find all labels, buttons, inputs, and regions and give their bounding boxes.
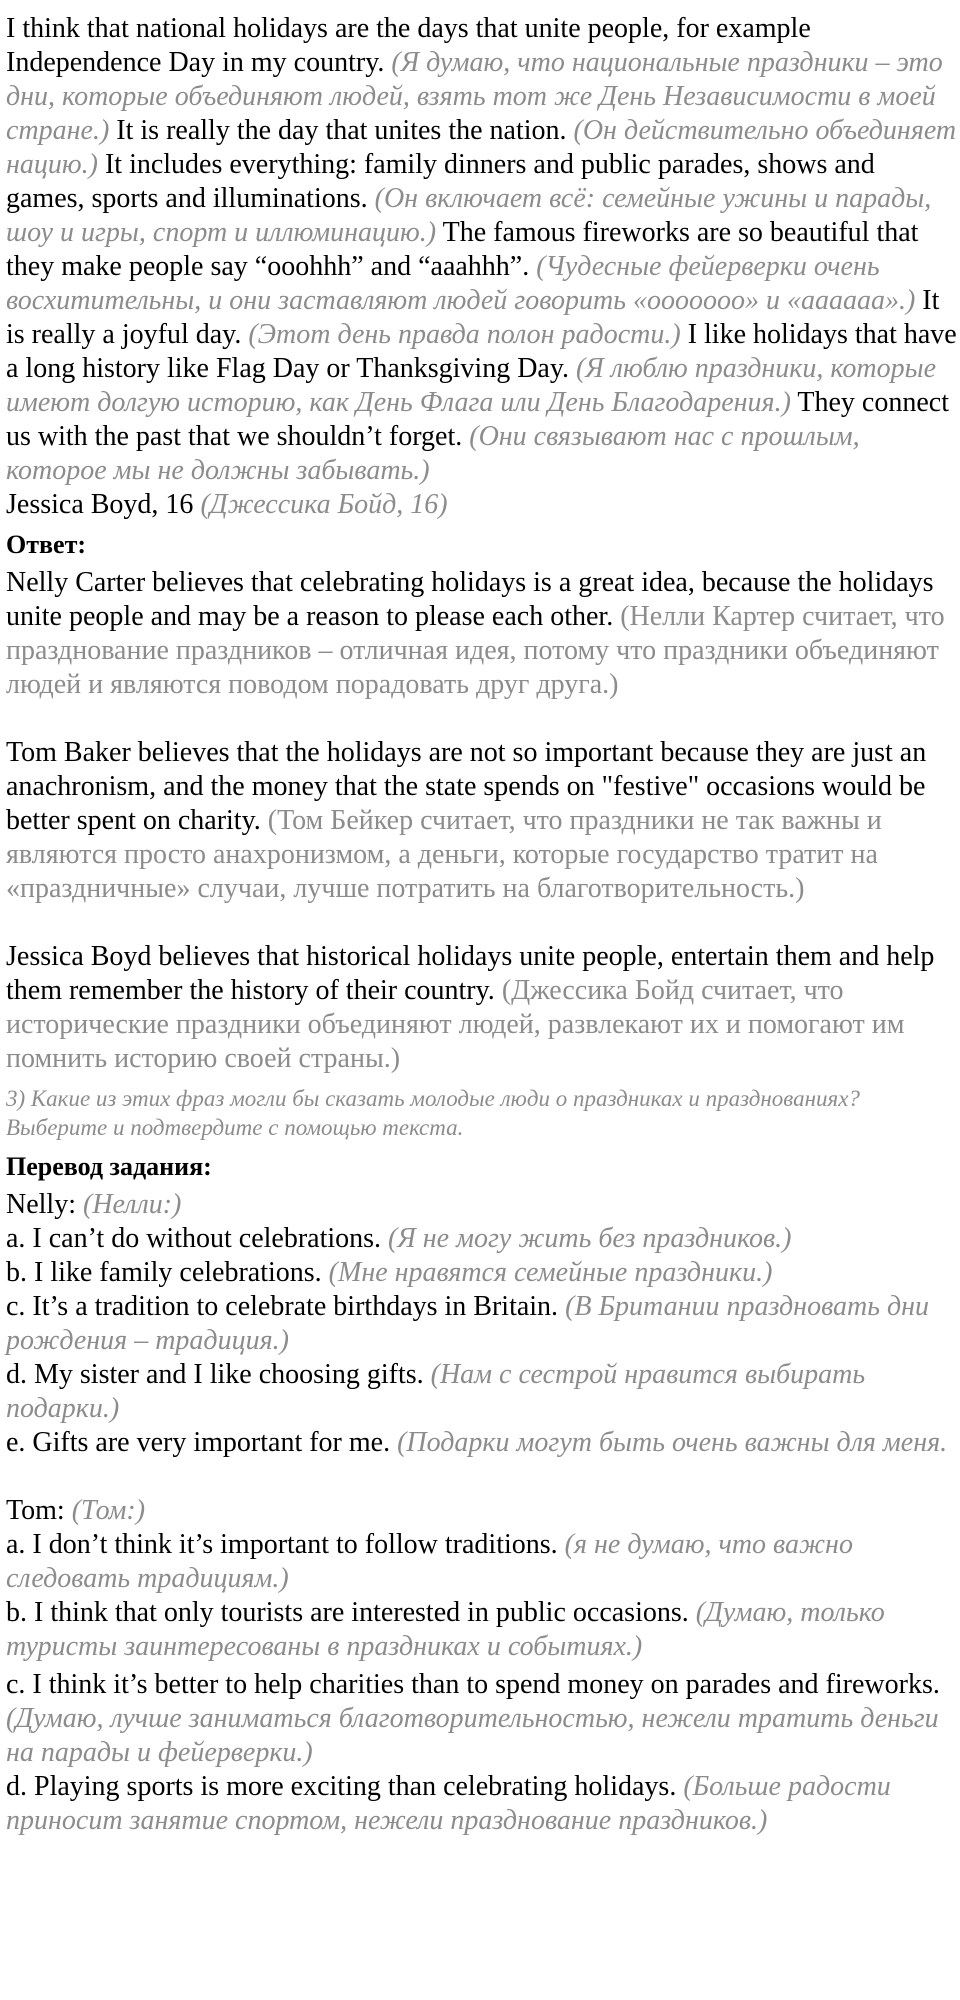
phrase-text: b. I like family celebrations. [6,1257,322,1288]
intro-translation: (Они связывают нас с прошлым, которое мы не должны забывать.) [6,421,860,486]
phrase-translation: (Мне нравятся семейные праздники.) [328,1257,773,1288]
intro-sentence: It is really the day that unites the nation. [116,115,567,146]
phrase-text: a. I can’t do without celebrations. [6,1223,382,1254]
intro-paragraph [6,12,960,488]
phrase-translation: (В Британии праздновать дни рождения – традиция.) [6,1291,930,1356]
phrase-text: d. My sister and I like choosing gifts. [6,1359,424,1390]
phrase-translation: (Больше радости приносит занятие спортом, нежели празднование праздников.) [6,1771,891,1836]
intro-sentence: It is really a joyful day. [6,285,940,350]
intro-sentence: It includes everything: family dinners and public parades, shows and games, sports and illuminations. [6,149,875,214]
intro-sentence: I like holidays that have a long history like Flag Day or Thanksgiving Day. [6,319,957,384]
phrase-text: c. I think it’s better to help charities than to spend money on parades and fireworks. [6,1669,940,1700]
list-item [6,1290,960,1358]
phrase-text: e. Gifts are very important for me. [6,1427,391,1458]
author-name: Jessica Boyd, 16 [6,489,194,520]
intro-sentence: They connect us with the past that we shouldn’t forget. [6,387,949,452]
intro-sentence: I think that national holidays are the days that unite people, for example Independence Day in my country. [6,13,811,78]
tom-label [6,1494,960,1528]
speaker-name: Tom: [6,1495,65,1526]
answer-nelly [6,566,960,702]
author-signature [6,488,960,522]
speaker-name-translation: (Том:) [71,1495,146,1526]
list-item [6,1770,960,1838]
answer-jessica [6,940,960,1076]
phrase-text: b. I think that only tourists are interested in public occasions. [6,1597,689,1628]
list-item [6,1358,960,1426]
list-item [6,1668,960,1770]
phrase-translation: (Я не могу жить без праздников.) [388,1223,792,1254]
intro-translation: (Этот день правда полон радости.) [248,319,681,350]
list-item [6,1256,960,1290]
answer-text: Jessica Boyd believes that historical holidays unite people, entertain them and help them remember the history of their country. [6,941,935,1006]
intro-translation: (Чудесные фейерверки очень восхитительны, и они заставляют людей говорить «ооооооо» и «аааааа».) [6,251,916,316]
speaker-name-translation: (Нелли:) [83,1189,182,1220]
answer-text: Tom Baker believes that the holidays are not so important because they are just an anachronism, and the money that the state spends on "festive" occasions would be better spent on charity. [6,737,927,836]
list-item [6,1222,960,1256]
intro-sentence: The famous fireworks are so beautiful that they make people say “ooohhh” and “aaahhh”. [6,217,919,282]
answer-translation: (Нелли Картер считает, что празднование праздников – отличная идея, потому что праздники объединяют людей и являются поводом порадовать друг друга.) [6,601,945,700]
intro-translation: (Он действительно объединяет нацию.) [6,115,957,180]
list-item [6,1426,960,1460]
phrase-translation: (Подарки могут быть очень важны для меня. [397,1427,948,1458]
speaker-name: Nelly: [6,1189,76,1220]
answer-heading: Ответ: [6,530,87,559]
answer-tom [6,736,960,906]
phrase-translation: (я не думаю, что важно следовать традициям.) [6,1529,853,1594]
list-item [6,1596,960,1664]
phrase-translation: (Нам с сестрой нравится выбирать подарки.) [6,1359,866,1424]
phrase-text: d. Playing sports is more exciting than celebrating holidays. [6,1771,677,1802]
task-translation-heading: Перевод задания: [6,1152,212,1181]
intro-translation: (Он включает всё: семейные ужины и парады, шоу и игры, спорт и иллюминацию.) [6,183,932,248]
nelly-label [6,1188,960,1222]
answer-translation: (Джессика Бойд считает, что исторические праздники объединяют людей, развлекают их и помогают им помнить историю своей страны.) [6,975,905,1074]
phrase-translation: (Думаю, только туристы заинтересованы в праздниках и событиях.) [6,1597,885,1662]
phrase-text: c. It’s a tradition to celebrate birthdays in Britain. [6,1291,559,1322]
task-question: 3) Какие из этих фраз могли бы сказать молодые люди о праздниках и празднованиях? Выберите и подтвердите с помощью текста. [6,1086,860,1140]
phrase-text: a. I don’t think it’s important to follow traditions. [6,1529,558,1560]
intro-translation: (Я думаю, что национальные праздники – это дни, которые объединяют людей, взять тот же День Независимости в моей стране.) [6,47,943,146]
answer-text: Nelly Carter believes that celebrating holidays is a great idea, because the holidays unite people and may be a reason to please each other. [6,567,934,632]
intro-translation: (Я люблю праздники, которые имеют долгую историю, как День Флага или День Благодарения.) [6,353,937,418]
phrase-translation: (Думаю, лучше заниматься благотворительностью, нежели тратить деньги на парады и фейерверки.) [6,1703,939,1768]
list-item [6,1528,960,1596]
author-translation: (Джессика Бойд, 16) [200,489,448,520]
answer-translation: (Том Бейкер считает, что праздники не так важны и являются просто анахронизмом, а деньги, которые государство тратит на «праздничные» случаи, лучше потратить на благотворительность.) [6,805,882,904]
